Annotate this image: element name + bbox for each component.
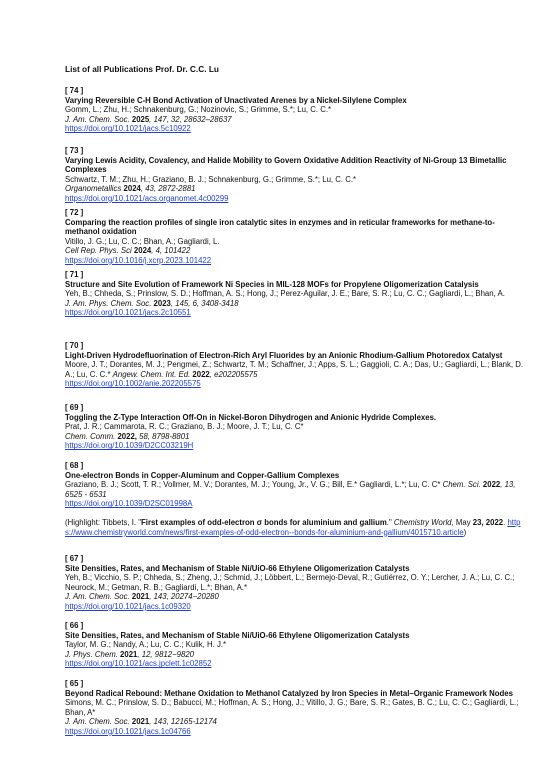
publication-entry bbox=[65, 554, 527, 612]
entry-volume-pages: , 43, 2872-2881 bbox=[140, 184, 196, 194]
entry-year: 2021 bbox=[120, 649, 138, 659]
document-title: List of all Publications Prof. Dr. C.C. Lu bbox=[65, 64, 219, 74]
entry-title: Site Densities, Rates, and Mechanism of Stable Ni/UiO-66 Ethylene Oligomerization Catalysts bbox=[65, 563, 410, 573]
entry-volume-pages: , 4, 101422 bbox=[151, 246, 191, 256]
entry-number: [ 65 ] bbox=[65, 679, 84, 688]
publication-entry bbox=[65, 621, 527, 669]
entry-year: 2025 bbox=[131, 114, 150, 124]
entry-citation bbox=[65, 592, 527, 602]
entry-doi-link[interactable]: https://doi.org/10.1021/jacs.1c04766 bbox=[65, 726, 191, 736]
entry-volume-pages: 58, 8798-8801 bbox=[136, 431, 190, 441]
entry-title: Varying Lewis Acidity, Covalency, and Halide Mobility to Govern Oxidative Addition Reactivity of Ni-Group 13 Bimetallic Complexes bbox=[65, 155, 507, 175]
publication-entry bbox=[65, 461, 527, 509]
entry-title: Comparing the reaction profiles of single iron catalytic sites in enzymes and in reticular frameworks for methane-to-methanol oxidation bbox=[65, 217, 495, 237]
entry-journal: J. Am. Chem. Soc. bbox=[65, 717, 130, 727]
entry-authors: Vitillo, J. G.; Lu, C. C.; Bhan, A.; Gagliardi, L. bbox=[65, 236, 220, 246]
entry-number: [ 72 ] bbox=[65, 208, 84, 217]
publication-entry bbox=[65, 679, 527, 737]
highlight-journal: Chemistry World bbox=[393, 518, 452, 527]
entry-doi-link[interactable]: https://doi.org/10.1021/jacs.1c09320 bbox=[65, 601, 191, 611]
entry-doi-link[interactable]: https://doi.org/10.1039/D2CC03219H bbox=[65, 441, 194, 451]
entry-doi-link[interactable]: https://doi.org/10.1021/jacs.5c10922 bbox=[65, 124, 191, 134]
entry-year: 2022, bbox=[117, 431, 137, 441]
entry-volume-pages: , 147, 32, 28632–28637 bbox=[149, 114, 232, 124]
entry-number: [ 69 ] bbox=[65, 403, 84, 412]
entry-volume-pages: , e202205575 bbox=[209, 369, 258, 379]
entry-number: [ 74 ] bbox=[65, 86, 84, 95]
entry-title: Varying Reversible C-H Bond Activation of Unactivated Arenes by a Nickel-Silylene Complex bbox=[65, 95, 407, 105]
highlight-link[interactable]: https://www.chemistryworld.com/news/first-examples-of-odd-electron--bonds-for-aluminium-and-gallium/4015710.article bbox=[65, 518, 521, 537]
entry-journal: J. Phys. Chem. bbox=[65, 649, 118, 659]
entry-year: 2021 bbox=[131, 592, 150, 602]
entry-title: Beyond Radical Rebound: Methane Oxidation to Methanol Catalyzed by Iron Species in Metal–Organic Framework Nodes bbox=[65, 688, 513, 698]
entry-volume-pages: , 143, 20274−20280 bbox=[149, 592, 219, 602]
entry-authors: Simons, M. C.; Prinslow, S. D.; Babucci, M.; Hoffman, A. S.; Hong, J.; Vitillo, J. G.; Bare, S. R.; Gates, B. C.; Lu, C. C.; Gagliardi, L.; Bhan, A* bbox=[65, 698, 519, 717]
entry-doi-link[interactable]: https://doi.org/10.1021/acs.organomet.4c00299 bbox=[65, 193, 229, 203]
entry-volume-pages: , 12, 9812−9820 bbox=[137, 649, 194, 659]
entry-title: Site Densities, Rates, and Mechanism of Stable Ni/UiO-66 Ethylene Oligomerization Catalysts bbox=[65, 630, 410, 640]
entry-doi-link[interactable]: https://doi.org/10.1021/jacs.2c10551 bbox=[65, 308, 191, 318]
entry-number: [ 70 ] bbox=[65, 341, 84, 350]
publication-entry bbox=[65, 208, 527, 266]
highlight-title: First examples of odd-electron σ bonds for aluminium and gallium bbox=[141, 518, 387, 527]
entry-journal: J. Am. Chem. Soc. bbox=[65, 592, 130, 602]
entry-year: 2024 bbox=[123, 184, 141, 194]
entry-number: [ 67 ] bbox=[65, 554, 84, 563]
entry-doi-link[interactable]: https://doi.org/10.1039/D2SC01998A bbox=[65, 499, 193, 509]
entry-journal: J. Am. Phys. Chem. Soc. bbox=[65, 298, 152, 308]
highlight-separator: ." bbox=[386, 518, 394, 527]
entry-doi-link[interactable]: https://doi.org/10.1016/j.xcrp.2023.101422 bbox=[65, 255, 212, 265]
entry-journal: Chem. Sci. bbox=[442, 480, 481, 490]
entry-authors: Gomm, L.; Zhu, H.; Schnakenburg, G.; Nozinovic, S.; Grimme, S.*; Lu, C. C.* bbox=[65, 105, 332, 115]
entry-authors-text: Graziano, B. J.; Scott, T. R.; Vollmer, M. V.; Dorantes, M. J.; Young, Jr., V. G.; Bill, E.* Gagliardi, L.*; Lu, C. C* bbox=[65, 480, 441, 490]
publication-entry bbox=[65, 403, 527, 451]
entry-authors: Yeh, B.; Vicchio, S. P.; Chheda, S.; Zheng, J.; Schmid, J.; Löbbert, L.; Bermejo-Deval, R.; Gutiérrez, O. Y.; Lercher, J. A.; Lu, C. C.; Neurock, M.; Getman, R. B.; Gagliardi, L.*; Bhan, A.* bbox=[65, 573, 515, 592]
entry-title: Light-Driven Hydrodefluorination of Electron-Rich Aryl Fluorides by an Anionic Rhodium-Gallium Photoredox Catalyst bbox=[65, 350, 503, 360]
entry-citation bbox=[65, 717, 527, 727]
entry-year: 2022 bbox=[482, 480, 501, 490]
publication-entry bbox=[65, 146, 527, 204]
entry-number: [ 73 ] bbox=[65, 146, 84, 155]
entry-doi-link[interactable]: https://doi.org/10.1002/anie.202205575 bbox=[65, 379, 201, 389]
entry-citation bbox=[65, 650, 527, 660]
entry-year: 2024 bbox=[133, 246, 152, 256]
entry-year: 2022 bbox=[192, 369, 210, 379]
publication-entry bbox=[65, 270, 527, 318]
highlight-date: 23, 2022 bbox=[472, 518, 504, 527]
entry-authors bbox=[65, 480, 527, 499]
entry-doi-link[interactable]: https://doi.org/10.1021/acs.jpclett.1c02852 bbox=[65, 659, 212, 669]
publication-entry bbox=[65, 86, 527, 134]
publication-entry bbox=[65, 341, 527, 389]
entry-number: [ 68 ] bbox=[65, 461, 84, 470]
entry-citation bbox=[65, 432, 527, 442]
entry-authors: Schwartz, T. M.; Zhu, H.; Graziano, B. J.; Schnakenburg, G.; Grimme, S.*; Lu, C. C.* bbox=[65, 174, 357, 184]
highlight-note bbox=[65, 518, 527, 537]
highlight-dot: . bbox=[503, 518, 508, 527]
entry-authors: Yeh, B.; Chheda, S.; Prinslow, S. D.; Hoffman, A. S.; Hong, J.; Perez-Aguilar, J. E.; Bare, S. R.; Lu, C. C.; Gagliardi, L.; Bhan, A. bbox=[65, 289, 505, 299]
entry-number: [ 71 ] bbox=[65, 270, 84, 279]
entry-citation bbox=[65, 299, 527, 309]
entry-title: Toggling the Z-Type Interaction Off-On in Nickel-Boron Dihydrogen and Anionic Hydride Complexes. bbox=[65, 412, 437, 422]
entry-authors: Taylor, M. G.; Nandy, A.; Lu, C. C.; Kulik, H. J.* bbox=[65, 640, 227, 650]
entry-number: [ 66 ] bbox=[65, 621, 84, 630]
entry-volume-pages: , 145, 6, 3408-3418 bbox=[170, 298, 239, 308]
entry-journal: Angew. Chem. Int. Ed. bbox=[112, 369, 191, 379]
entry-journal: J. Am. Chem. Soc. bbox=[65, 114, 130, 124]
entry-citation bbox=[65, 184, 527, 194]
highlight-date-prefix: , May bbox=[451, 518, 473, 527]
highlight-prefix: (Highlight: Tibbets, I. " bbox=[65, 518, 142, 527]
entry-title: One-electron Bonds in Copper-Aluminum and Copper-Gallium Complexes bbox=[65, 470, 340, 480]
entry-volume-pages: , 13, 6525 - 6531 bbox=[65, 480, 516, 499]
entry-volume-pages: , 143, 12165-12174 bbox=[149, 717, 217, 727]
entry-year: 2021 bbox=[131, 717, 150, 727]
entry-authors: Prat, J. R.; Cammarota, R. C.; Graziano, B. J.; Moore, J. T.; Lu, C. C* bbox=[65, 422, 304, 432]
entry-authors-text: Moore, J. T.; Dorantes, M. J.; Pengmei, Z.; Schwartz, T. M.; Schaffner, J.; Apps, S. L.; Gaggioli, C. A.; Das, U.; Gagliardi, L.; Blank, D. A.; Lu, C. C.* bbox=[65, 360, 524, 379]
entry-authors bbox=[65, 360, 527, 379]
entry-journal: Cell Rep. Phys. Sci bbox=[65, 246, 132, 256]
entry-citation bbox=[65, 246, 527, 256]
entry-journal: Chem. Comm. bbox=[65, 431, 116, 441]
entry-year: 2023 bbox=[153, 298, 171, 308]
highlight-end: ) bbox=[463, 527, 467, 537]
entry-citation bbox=[65, 115, 527, 125]
entry-title: Structure and Site Evolution of Framework Ni Species in MIL-128 MOFs for Propylene Oligomerization Catalysis bbox=[65, 279, 479, 289]
entry-journal: Organometallics bbox=[65, 184, 122, 194]
